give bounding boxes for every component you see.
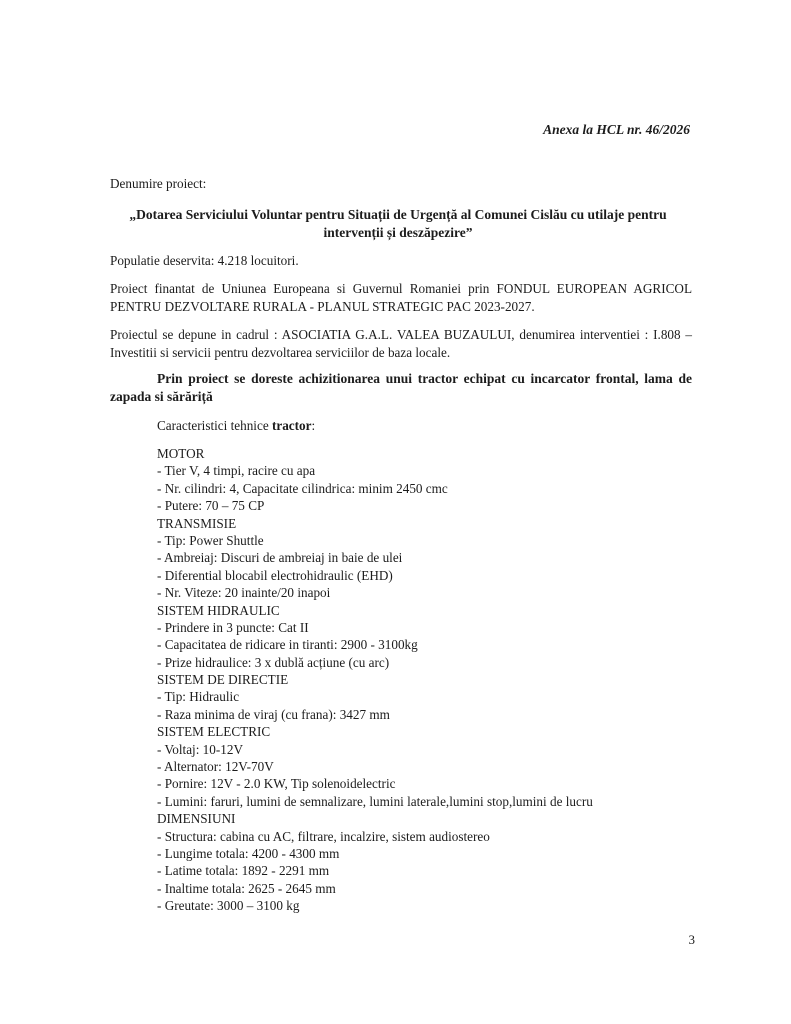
- spec-line: - Structura: cabina cu AC, filtrare, incalzire, sistem audiostereo: [157, 828, 490, 844]
- spec-line: - Tip: Hidraulic: [157, 689, 240, 705]
- spec-line: - Latime totala: 1892 - 2291 mm: [157, 863, 330, 879]
- spec-line: MOTOR: [157, 446, 205, 461]
- specs-heading-suffix: :: [311, 418, 316, 433]
- spec-line: - Tier V, 4 timpi, racire cu apa: [157, 463, 316, 479]
- spec-line: - Raza minima de viraj (cu frana): 3427 mm: [157, 706, 390, 722]
- page-number: 3: [688, 932, 695, 947]
- submission-paragraph: Proiectul se depune in cadrul : ASOCIATIA G.A.L. VALEA BUZAULUI, denumirea interventiei : I.808 – Investitii si servicii pentru dezvoltarea serviciilor de baza locale.: [110, 327, 692, 360]
- project-scope: Prin proiect se doreste achizitionarea unui tractor echipat cu incarcator frontal, lama de zapada si sărăriță: [110, 371, 692, 404]
- spec-line: - Greutate: 3000 – 3100 kg: [157, 898, 300, 914]
- spec-line: - Capacitatea de ridicare in tiranti: 2900 - 3100kg: [157, 637, 418, 653]
- specs-heading-prefix: Caracteristici tehnice: [157, 418, 272, 433]
- spec-line: - Putere: 70 – 75 CP: [157, 498, 265, 514]
- specs-heading-bold: tractor: [271, 418, 312, 433]
- spec-line: - Nr. Viteze: 20 inainte/20 inapoi: [157, 585, 331, 601]
- spec-line: DIMENSIUNI: [157, 811, 236, 827]
- spec-line: - Nr. cilindri: 4, Capacitate cilindrica: minim 2450 cmc: [157, 480, 448, 496]
- specs-list: [157, 445, 593, 915]
- project-name-label: Denumire proiect:: [110, 176, 207, 191]
- spec-line: - Inaltime totala: 2625 - 2645 mm: [157, 880, 336, 896]
- spec-line: - Prize hidraulice: 3 x dublă acțiune (cu arc): [157, 654, 390, 670]
- spec-line: TRANSMISIE: [157, 515, 237, 531]
- spec-line: SISTEM DE DIRECTIE: [157, 672, 289, 688]
- annex-reference: Anexa la HCL nr. 46/2026: [543, 122, 690, 137]
- spec-line: SISTEM ELECTRIC: [157, 724, 271, 740]
- project-title: „Dotarea Serviciului Voluntar pentru Situații de Urgență al Comunei Cislău cu utilaje pentru intervenții și deszăpezire”: [129, 207, 667, 240]
- spec-line: - Pornire: 12V - 2.0 KW, Tip solenoidelectric: [157, 776, 396, 792]
- spec-line: - Ambreiaj: Discuri de ambreiaj in baie de ulei: [157, 550, 403, 566]
- spec-line: - Prindere in 3 puncte: Cat II: [157, 619, 309, 635]
- spec-line: SISTEM HIDRAULIC: [157, 602, 280, 618]
- population-served: Populatie deservita: 4.218 locuitori.: [110, 253, 299, 268]
- spec-line: - Lungime totala: 4200 - 4300 mm: [157, 845, 340, 861]
- spec-line: - Voltaj: 10-12V: [157, 741, 243, 757]
- spec-line: - Diferential blocabil electrohidraulic (EHD): [157, 567, 393, 583]
- spec-line: - Alternator: 12V-70V: [157, 759, 274, 775]
- financing-paragraph: Proiect finantat de Uniunea Europeana si Guvernul Romaniei prin FONDUL EUROPEAN AGRICOL PENTRU DEZVOLTARE RURALA - PLANUL STRATEGIC PAC 2023-2027.: [110, 281, 692, 314]
- spec-line: - Tip: Power Shuttle: [157, 532, 264, 548]
- specs-heading: [157, 418, 315, 434]
- spec-line: - Lumini: faruri, lumini de semnalizare, lumini laterale,lumini stop,lumini de lucru: [157, 793, 593, 809]
